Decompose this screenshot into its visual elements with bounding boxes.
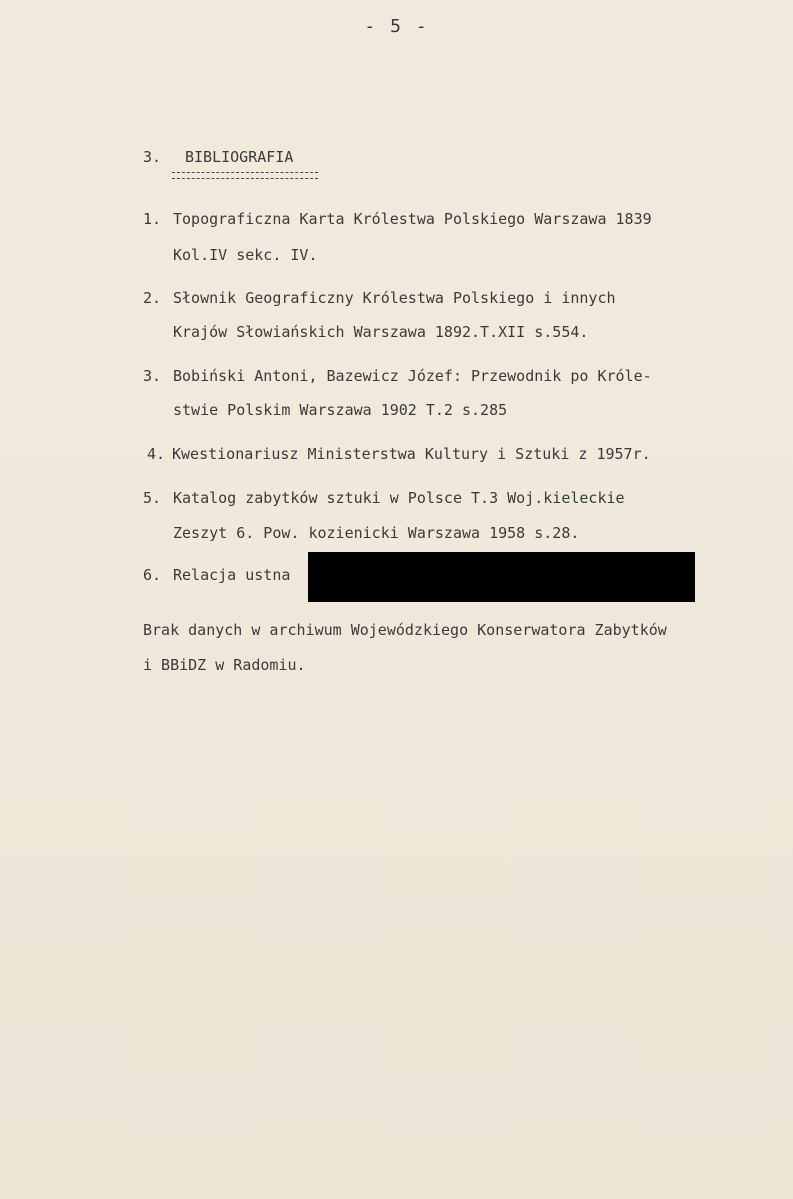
heading-underline (172, 172, 318, 179)
entry-line: Zeszyt 6. Pow. kozienicki Warszawa 1958 s.28. (173, 524, 580, 542)
entry-line: Kwestionariusz Ministerstwa Kultury i Sztuki z 1957r. (172, 445, 651, 463)
entry-line: stwie Polskim Warszawa 1902 T.2 s.285 (173, 401, 508, 419)
entry-number: 1. (143, 210, 162, 228)
entry-line: Słownik Geograficzny Królestwa Polskiego i innych (173, 289, 616, 307)
section-number: 3. (143, 148, 162, 166)
entry-line: Katalog zabytków sztuki w Polsce T.3 Woj.kieleckie (173, 489, 625, 507)
entry-number: 6. (143, 566, 162, 584)
entry-number: 5. (143, 489, 162, 507)
archive-note-line-1: Brak danych w archiwum Wojewódzkiego Konserwatora Zabytków (143, 621, 667, 639)
archive-note-line-2: i BBiDZ w Radomiu. (143, 656, 306, 674)
section-title: BIBLIOGRAFIA (185, 148, 294, 166)
entry-line: Relacja ustna (173, 566, 291, 584)
entry-line: Topograficzna Karta Królestwa Polskiego Warszawa 1839 (173, 210, 652, 228)
entry-number: 2. (143, 289, 162, 307)
redaction-block (308, 552, 695, 602)
section-heading (143, 148, 293, 166)
entry-number: 4. (147, 445, 166, 463)
entry-line: Kol.IV sekc. IV. (173, 246, 318, 264)
entry-number: 3. (143, 367, 162, 385)
page-number: - 5 - (364, 16, 429, 37)
entry-line: Krajów Słowiańskich Warszawa 1892.T.XII s.554. (173, 323, 589, 341)
entry-line: Bobiński Antoni, Bazewicz Józef: Przewodnik po Króle- (173, 367, 652, 385)
